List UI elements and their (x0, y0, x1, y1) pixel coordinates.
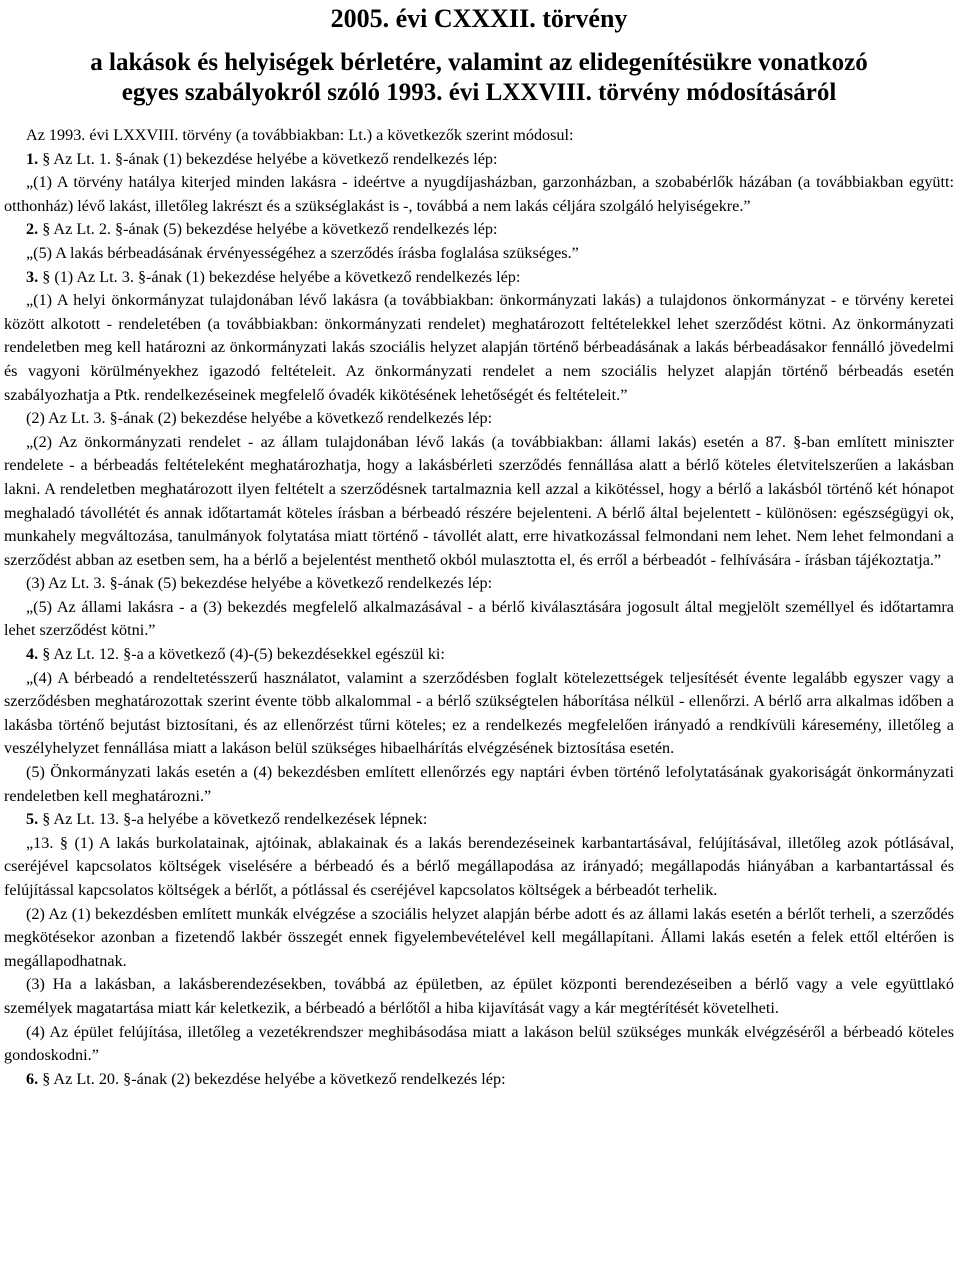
amendment-text: „(1) A helyi önkormányzat tulajdonában lévő lakásra (a továbbiakban: önkormányzati lakás) a tulajdonos önkormányzat - e törvény keretei között alkotott - rendeletében (a továbbiakban: önkormányzati rendelet) meghatározott feltételekkel lehet szerződést kötni. Az önkormányzati rendeletben meg kell határozni az önkormányzati lakás szociális helyzet alapján történő bérbeadásának a lakás bérbeadásakor fennálló jövedelmi és vagyoni körülményekhez igazodó feltételeit. Az önkormányzati rendelet a nem szociális helyzet alapján történő bérbeadás esetén szabályozhatja a Ptk. rendelkezéseinek megfelelő óvadék kikötésének lehetőségét és feltételeit.” (4, 291, 954, 404)
amendment-text: (5) Önkormányzati lakás esetén a (4) bekezdésben említett ellenőrzés egy naptári évben történő lefolytatásának gyakoriságát önkormányzati rendeletben kell meghatározni.” (4, 763, 954, 805)
amendment-text: (4) Az épület felújítása, illetőleg a vezetékrendszer meghibásodása miatt a lakáson belül szükséges munkák elvégzéséről a bérbeadó köteles gondoskodni.” (4, 1022, 954, 1065)
law-subtitle-line: egyes szabályokról szóló 1993. évi LXXVIII. törvény módosításáról (121, 79, 837, 106)
amendment-text: (3) Ha a lakásban, a lakásberendezésekben, továbbá az épületben, az épület központi berendezéseiben a bérlő vagy a vele együttlakó személyek magatartása miatt kár keletkezik, a bérbeadó a bérlőtől a hiba kijavítását vagy a kár megtérítését követelheti. (4, 975, 954, 1017)
law-body (4, 124, 954, 1091)
section-heading: 2. § Az Lt. 2. §-ának (5) bekezdése helyébe a következő rendelkezés lép: (26, 220, 498, 239)
law-subtitle-line: a lakások és helyiségek bérletére, valamint az elidegenítésükre vonatkozó (90, 49, 868, 76)
section-number: 2. (26, 220, 39, 239)
amendment-text: „(2) Az önkormányzati rendelet - az állam tulajdonában lévő lakás (a továbbiakban: állami lakás) esetén a 87. §-ban említett miniszter rendelete - a bérbeadás feltételeként meghatározhatja, hogy a lakásbérleti szerződés fennállása alatt a bérlő köteles életvitelszerűen a lakásban lakni. A rendeletben meghatározott ilyen feltételt a szerződésnek tartalmaznia kell azzal a kikötéssel, hogy a bérlő a lakásból történő két hónapot meghaladó távollétét és annak időtartamát köteles írásban a bérbeadó részére bejelenteni. A bérlő által bejelentett - különösen: egészségügyi ok, munkahely megváltozása, tanulmányok folytatása miatt történő - távollét alatt, erre hivatkozással felmondani nem lehet. Nem lehet felmondani a szerződést abban az esetben sem, ha a bérlő a bejelentést menthető okból mulasztotta el, és erről a bérbeadót - felhívására - írásban tájékoztatja.” (4, 432, 954, 569)
section-number: 1. (26, 149, 39, 168)
amendment-text: „(5) Az állami lakásra - a (3) bekezdés megfelelő alkalmazásával - a bérlő kiválasztására jogosult által megjelölt személlyel és időtartamra lehet szerződést kötni.” (4, 597, 954, 640)
section-heading: 1. § Az Lt. 1. §-ának (1) bekezdése helyébe a következő rendelkezés lép: (26, 149, 498, 168)
section-number: 4. (26, 645, 39, 664)
amendment-text: „(1) A törvény hatálya kiterjed minden lakásra - ideértve a nyugdíjasházban, garzonházban, a szobabérlők házában (a továbbiakban együtt: otthonház) lévő lakást, illetőleg lakrészt és a szükséglakást is -, továbbá a nem lakás céljára szolgáló helyiségekre.” (4, 173, 954, 215)
section-number: 3. (26, 267, 39, 286)
amendment-text: „(5) A lakás bérbeadásának érvényességéhez a szerződés írásba foglalása szükséges.” (26, 243, 579, 262)
amendment-text: „(4) A bérbeadó a rendeltetésszerű használatot, valamint a szerződésben foglalt kötelezettségek teljesítését évente legalább egyszer vagy a szerződésben meghatározottak szerint évente több alkalommal - a bérlő szükségtelen háborítása nélkül - ellenőrzi. A bérlő arra alkalmas időben a lakásba történő bejutást biztosítani, és az ellenőrzést tűrni köteles; ez a rendelkezés megfelelően irányadó a rendkívüli káresemény, illetőleg a veszélyhelyzet fennállása miatt a lakáson belül szükséges hibaelhárítás elvégzésének biztosítása esetén. (4, 668, 954, 758)
amendment-text: (2) Az (1) bekezdésben említett munkák elvégzése a szociális helyzet alapján bérbe adott és az állami lakás esetén a bérlőt terheli, a szerződés megkötésekor azonban a fizetendő lakbér összegét ennek figyelembevételével kell megállapítani. Állami lakás esetén a felek ettől eltérően is megállapodhatnak. (4, 904, 954, 970)
law-title: 2005. évi CXXXII. törvény (330, 4, 628, 33)
subsection-heading: (2) Az Lt. 3. §-ának (2) bekezdése helyébe a következő rendelkezés lép: (26, 409, 493, 428)
section-heading: 4. § Az Lt. 12. §-a a következő (4)-(5) bekezdésekkel egészül ki: (26, 645, 445, 664)
subsection-heading: (3) Az Lt. 3. §-ának (5) bekezdése helyébe a következő rendelkezés lép: (26, 574, 493, 593)
section-heading: 3. § (1) Az Lt. 3. §-ának (1) bekezdése helyébe a következő rendelkezés lép: (26, 267, 521, 286)
section-heading: 6. § Az Lt. 20. §-ának (2) bekezdése helyébe a következő rendelkezés lép: (26, 1069, 506, 1088)
amendment-text: „13. § (1) A lakás burkolatainak, ajtóinak, ablakainak és a lakás berendezéseinek karbantartásával, felújításával, illetőleg azok pótlásával, cseréjével kapcsolatos költségek viselésére a bérbeadó és a bérlő megállapodása az irányadó; megállapodás hiányában a karbantartással és felújítással kapcsolatos költségek a bérlőt, a pótlással és cseréjével kapcsolatos költségek a bérbeadót terhelik. (4, 833, 954, 899)
section-heading: 5. § Az Lt. 13. §-a helyébe a következő rendelkezések lépnek: (26, 810, 428, 829)
intro-paragraph: Az 1993. évi LXXVIII. törvény (a továbbiakban: Lt.) a következők szerint módosul: (26, 126, 574, 144)
section-number: 5. (26, 810, 39, 829)
section-number: 6. (26, 1069, 39, 1088)
law-subtitle (4, 48, 954, 108)
